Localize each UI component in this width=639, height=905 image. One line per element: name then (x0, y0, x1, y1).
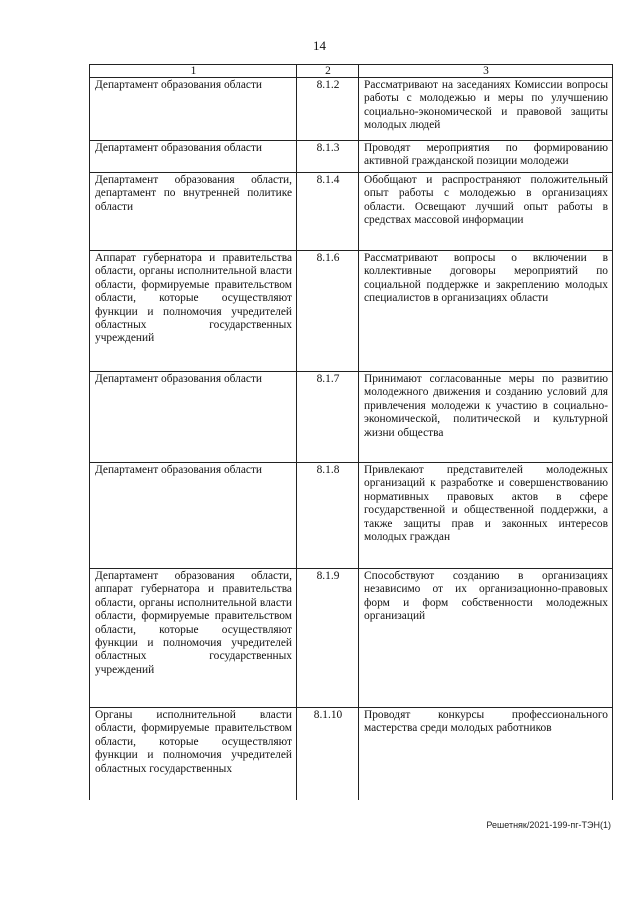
item-number-cell: 8.1.3 (297, 141, 359, 173)
responsible-org-cell: Департамент образования области (90, 141, 297, 173)
measure-text-cell: Привлекают представителей молодежных организаций к разработке и совершенствованию нормативных правовых актов в сфере государственной и общественной поддержки, а также защиты прав и законных интересов молодых граждан (359, 463, 613, 569)
table-row (90, 708, 613, 800)
measure-text-cell: Способствуют созданию в организациях независимо от их организационно-правовых форм и форм собственности молодежных организаций (359, 569, 613, 708)
responsible-org-cell: Департамент образования области (90, 78, 297, 141)
table-row (90, 141, 613, 173)
table-row (90, 463, 613, 569)
item-number-cell: 8.1.2 (297, 78, 359, 141)
page-number: 14 (313, 38, 326, 53)
measure-text-cell: Проводят конкурсы профессионального мастерства среди молодых работников (359, 708, 613, 800)
header-col-1: 1 (90, 65, 297, 78)
measure-text-cell: Рассматривают вопросы о включении в коллективные договоры мероприятий по социальной поддержке и закреплению молодых специалистов в организациях области (359, 251, 613, 372)
measure-text-cell: Проводят мероприятия по формированию активной гражданской позиции молодежи (359, 141, 613, 173)
document-footer-code: Решетняк/2021-199-пг-ТЭН(1) (486, 820, 611, 830)
header-col-3: 3 (359, 65, 613, 78)
table-row (90, 569, 613, 708)
item-number-cell: 8.1.4 (297, 173, 359, 251)
measure-text-cell: Рассматривают на заседаниях Комиссии вопросы работы с молодежью и меры по улучшению социально-экономической и правовой защиты молодых людей (359, 78, 613, 141)
table-row (90, 173, 613, 251)
item-number-cell: 8.1.7 (297, 372, 359, 463)
responsible-org-cell: Органы исполнительной власти области, формируемые правительством области, которые осуществляют функции и полномочия учредителей областных государственных (90, 708, 297, 800)
table-row (90, 372, 613, 463)
responsible-org-cell: Департамент образования области (90, 463, 297, 569)
responsible-org-cell: Департамент образования области, аппарат губернатора и правительства области, органы исполнительной власти области, формируемые правительством области, которые осуществляют функции и полномочия учредителей областных государственных учреждений (90, 569, 297, 708)
item-number-cell: 8.1.6 (297, 251, 359, 372)
responsible-org-cell: Департамент образования области (90, 372, 297, 463)
table-row (90, 251, 613, 372)
measures-table (89, 64, 613, 800)
item-number-cell: 8.1.8 (297, 463, 359, 569)
table-row (90, 78, 613, 141)
measure-text-cell: Принимают согласованные меры по развитию молодежного движения и созданию условий для привлечения молодежи к участию в социально-экономической, политической и культурной жизни общества (359, 372, 613, 463)
responsible-org-cell: Департамент образования области, департамент по внутренней политике области (90, 173, 297, 251)
item-number-cell: 8.1.9 (297, 569, 359, 708)
item-number-cell: 8.1.10 (297, 708, 359, 800)
responsible-org-cell: Аппарат губернатора и правительства области, органы исполнительной власти области, формируемые правительством области, которые осуществляют функции и полномочия учредителей областных государственных учреждений (90, 251, 297, 372)
table-header-row (90, 65, 613, 78)
header-col-2: 2 (297, 65, 359, 78)
measure-text-cell: Обобщают и распространяют положительный опыт работы с молодежью в организациях области. Освещают лучший опыт работы в средствах массовой информации (359, 173, 613, 251)
